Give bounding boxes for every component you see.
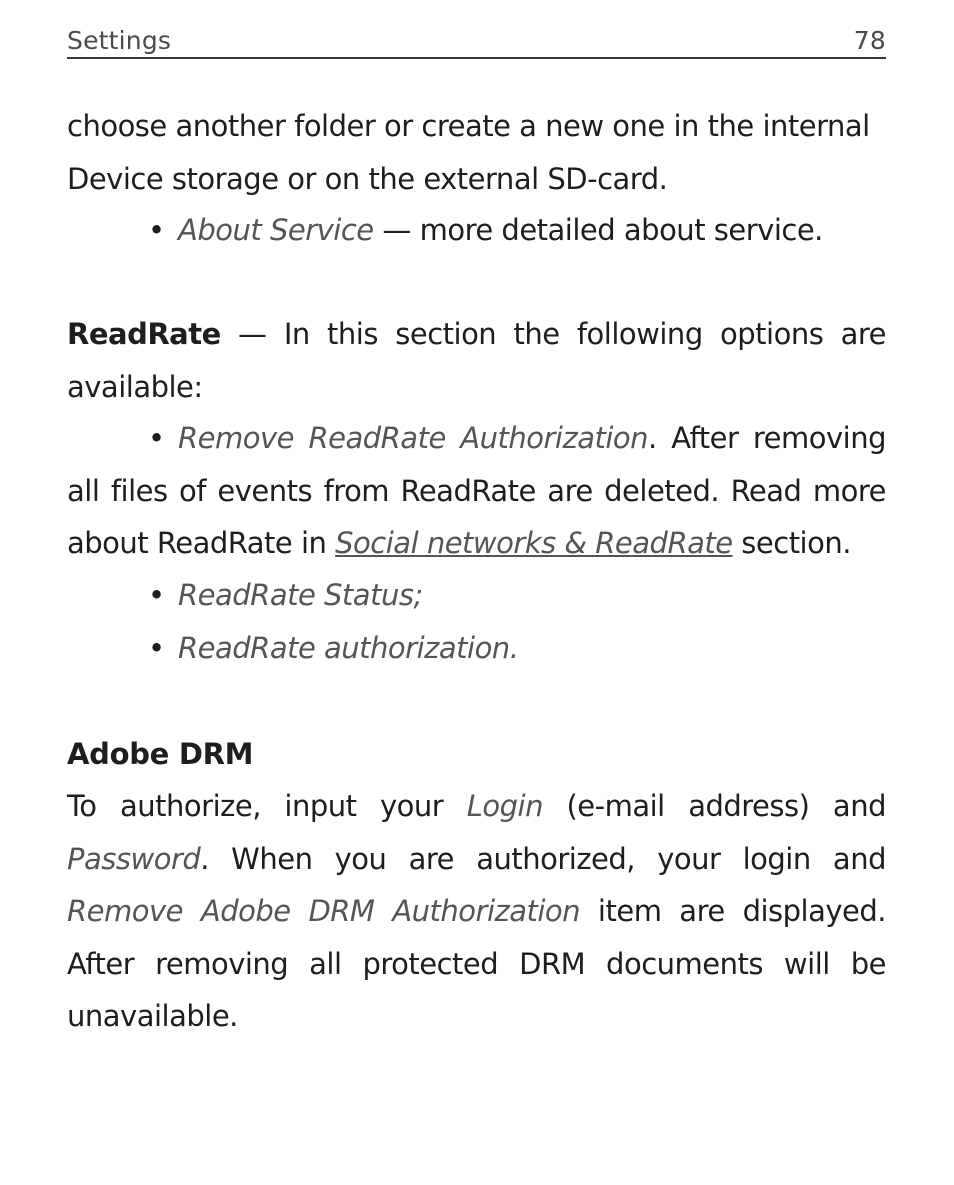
running-header-section: Settings xyxy=(67,26,172,55)
paragraph-line: choose another folder or create a new one in the internal xyxy=(67,109,870,143)
about-service-desc: — more detailed about service. xyxy=(373,213,823,247)
adobe-text: . When you are authorized, your login and xyxy=(200,841,886,876)
adobe-text: . After removing all protected DRM documents will be unavailable. xyxy=(67,894,887,1033)
list-item-remove-readrate xyxy=(67,412,886,570)
bullet-icon: • xyxy=(148,631,165,665)
page-number: 78 xyxy=(853,26,886,55)
readrate-intro-text: — In this section the following options are available: xyxy=(67,317,886,404)
readrate-authorization-end: . xyxy=(509,631,519,665)
adobe-text: item are displayed xyxy=(580,894,878,928)
password-term: Password xyxy=(67,841,201,876)
page-header xyxy=(67,24,886,59)
adobe-drm-heading: Adobe DRM xyxy=(67,737,254,771)
adobe-text: (e-mail address) and xyxy=(542,789,886,823)
login-term: Login xyxy=(466,789,543,823)
remove-adobe-drm-term: Remove Adobe DRM Authorization xyxy=(67,894,581,928)
remove-readrate-tail: section. xyxy=(732,526,851,560)
list-item-readrate-status xyxy=(148,569,886,621)
readrate-authorization-term: ReadRate authorization xyxy=(178,631,510,665)
bullet-icon: • xyxy=(148,213,165,247)
readrate-intro xyxy=(67,308,886,413)
list-item-about-service xyxy=(148,204,886,256)
bullet-icon: • xyxy=(148,578,165,612)
adobe-drm-paragraph xyxy=(67,780,886,1043)
remove-readrate-desc: . After removing all files of events from ReadRate are deleted. Read more about ReadRate in xyxy=(67,421,887,560)
bullet-icon: • xyxy=(148,421,165,455)
list-item-readrate-authorization xyxy=(148,622,886,674)
readrate-title: ReadRate xyxy=(67,317,221,351)
social-networks-link[interactable]: Social networks & ReadRate xyxy=(335,526,733,560)
about-service-term: About Service xyxy=(178,213,374,247)
readrate-status-term: ReadRate Status; xyxy=(178,578,423,612)
adobe-text: To authorize, input your xyxy=(67,789,467,823)
paragraph-line: Device storage or on the external SD-card. xyxy=(67,161,668,196)
remove-readrate-term: Remove ReadRate Authorization xyxy=(178,421,649,455)
paragraph-storage xyxy=(67,100,886,205)
